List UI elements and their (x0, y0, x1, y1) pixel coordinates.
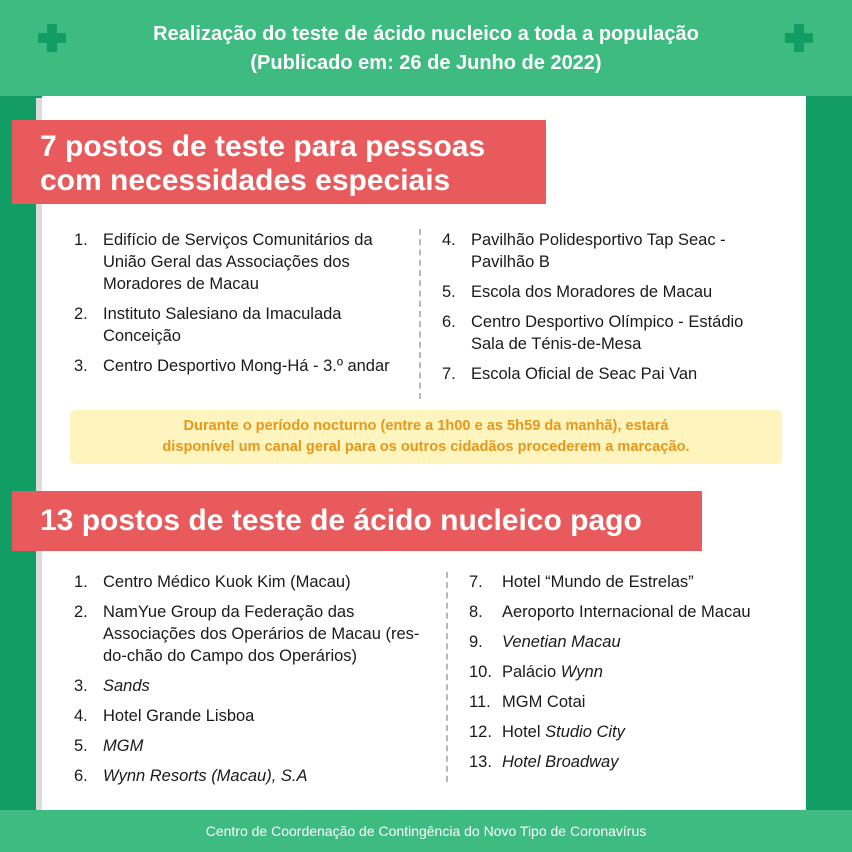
list-item: 4. Hotel Grande Lisboa (74, 707, 255, 725)
list-item: 3. Sands (74, 677, 150, 695)
night-notice: Durante o período nocturno (entre a 1h00 e as 5h59 da manhã), estará disponível um canal geral para os outros cidadãos procederem a marcação. (70, 410, 782, 464)
list-item: 4. Pavilhão Polidesportivo Tap Seac - Pavilhão B (442, 231, 726, 271)
header-bar (0, 0, 852, 96)
list-item: 7. Escola Oficial de Seac Pai Van (442, 365, 698, 383)
list-item: 5. MGM (74, 737, 144, 755)
list-item: 1. Edifício de Serviços Comunitários da União Geral das Associações dos Moradores de Macau (74, 231, 373, 293)
list-item: 2. Instituto Salesiano da Imaculada Conceição (74, 305, 342, 345)
footer-text: Centro de Coordenação de Contingência do Novo Tipo de Coronavírus (205, 823, 647, 839)
list-item: 5. Escola dos Moradores de Macau (442, 283, 713, 301)
list-item: 6. Wynn Resorts (Macau), S.A (74, 767, 308, 785)
paid-test-list-right (469, 571, 789, 781)
section-1-title: 7 postos de teste para pessoas com necessidades especiais (12, 120, 546, 204)
section-2-title: 13 postos de teste de ácido nucleico pago (12, 491, 702, 551)
list-item: 9. Venetian Macau (469, 633, 621, 651)
list-item: 11. MGM Cotai (469, 693, 586, 711)
list-item: 7. Hotel “Mundo de Estrelas” (469, 573, 694, 591)
list-item: 2. NamYue Group da Federação das Associações dos Operários de Macau (res-do-chão do Campo dos Operários) (74, 603, 420, 665)
list-item: 8. Aeroporto Internacional de Macau (469, 603, 751, 621)
title-line-1: Realização do teste de ácido nucleico a toda a população (153, 23, 699, 45)
publication-date: (Publicado em: 26 de Junho de 2022) (250, 52, 602, 74)
column-divider (419, 229, 421, 399)
list-item: 12. Hotel Studio City (469, 723, 625, 741)
column-divider (446, 572, 448, 782)
list-item: 13. Hotel Broadway (469, 753, 619, 771)
list-item: 6. Centro Desportivo Olímpico - Estádio Sala de Ténis-de-Mesa (442, 313, 744, 353)
special-needs-list-right (442, 229, 772, 393)
page-title (60, 20, 792, 78)
list-item: 10. Palácio Wynn (469, 663, 603, 681)
list-item: 3. Centro Desportivo Mong-Há - 3.º andar (74, 357, 390, 375)
medical-cross-icon (785, 24, 813, 52)
footer-bar (0, 810, 852, 852)
list-item: 1. Centro Médico Kuok Kim (Macau) (74, 573, 351, 591)
special-needs-list-left (74, 229, 410, 385)
paid-test-list-left (74, 571, 434, 795)
